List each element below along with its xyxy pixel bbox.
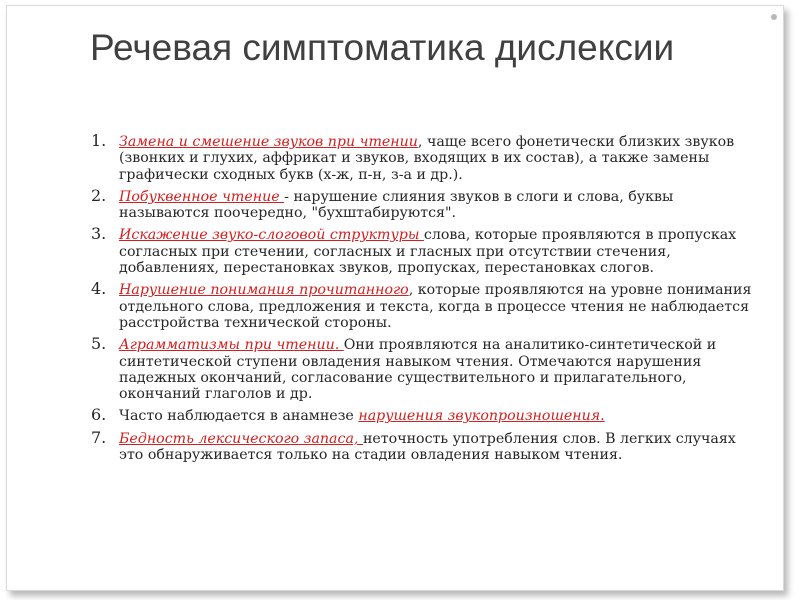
slide-title: Речевая симптоматика дислексии (90, 27, 675, 68)
item-term: Бедность лексического запаса, (119, 430, 363, 447)
item-number: 4. (91, 279, 107, 299)
symptom-list (89, 131, 757, 469)
slide-corner-dot (771, 14, 777, 20)
item-number: 6. (91, 405, 107, 425)
item-text: - нарушение слияния звуков в слоги и слова, буквы называются поочередно, "бухштабируются". (119, 188, 674, 222)
item-text: Часто наблюдается в анамнезе (119, 408, 359, 425)
item-term: нарушения звукопроизношения. (358, 408, 605, 425)
item-text: слова, которые проявляются в пропусках согласных при стечении, согласных и гласных при отсутствии стечения, добавлениях, перестановках звуков, пропусках, перестановках слогов. (119, 227, 737, 277)
list-item (89, 427, 757, 464)
list-item (89, 279, 757, 331)
list-item (89, 131, 757, 183)
item-text: , чаще всего фонетически близких звуков (звонких и глухих, аффрикат и звуков, входящих в их состав), а также замены графически сходных букв (х-ж, п-н, з-а и др.). (119, 134, 735, 183)
list-item (89, 224, 757, 277)
item-number: 5. (91, 334, 107, 354)
item-number: 1. (91, 131, 107, 150)
item-text: , которые проявляются на уровне понимания отдельного слова, предложения и текста, когда в процессе чтения не наблюдается расстройства технической стороны. (119, 282, 752, 331)
item-number: 3. (91, 224, 107, 244)
list-item (89, 185, 757, 222)
list-item (89, 405, 757, 425)
item-term: Нарушение понимания прочитанного (119, 282, 409, 299)
item-number: 2. (91, 185, 107, 205)
item-text: Они проявляются на аналитико-синтетической и синтетической ступени овладения навыком чтения. Отмечаются нарушения падежных окончаний, согласование существительного и прилагательного, окончаний глаголов и др. (119, 337, 717, 403)
list-item (89, 334, 757, 403)
item-term: Искажение звуко-слоговой структуры (119, 227, 424, 244)
item-term: Замена и смешение звуков при чтении (119, 134, 418, 150)
slide (6, 5, 784, 591)
item-text: неточность употребления слов. В легких случаях это обнаруживается только на стадии овладения навыком чтения. (119, 430, 736, 464)
item-term: Побуквенное чтение (119, 188, 285, 205)
item-number: 7. (91, 427, 107, 447)
item-term: Аграмматизмы при чтении. (119, 337, 344, 354)
